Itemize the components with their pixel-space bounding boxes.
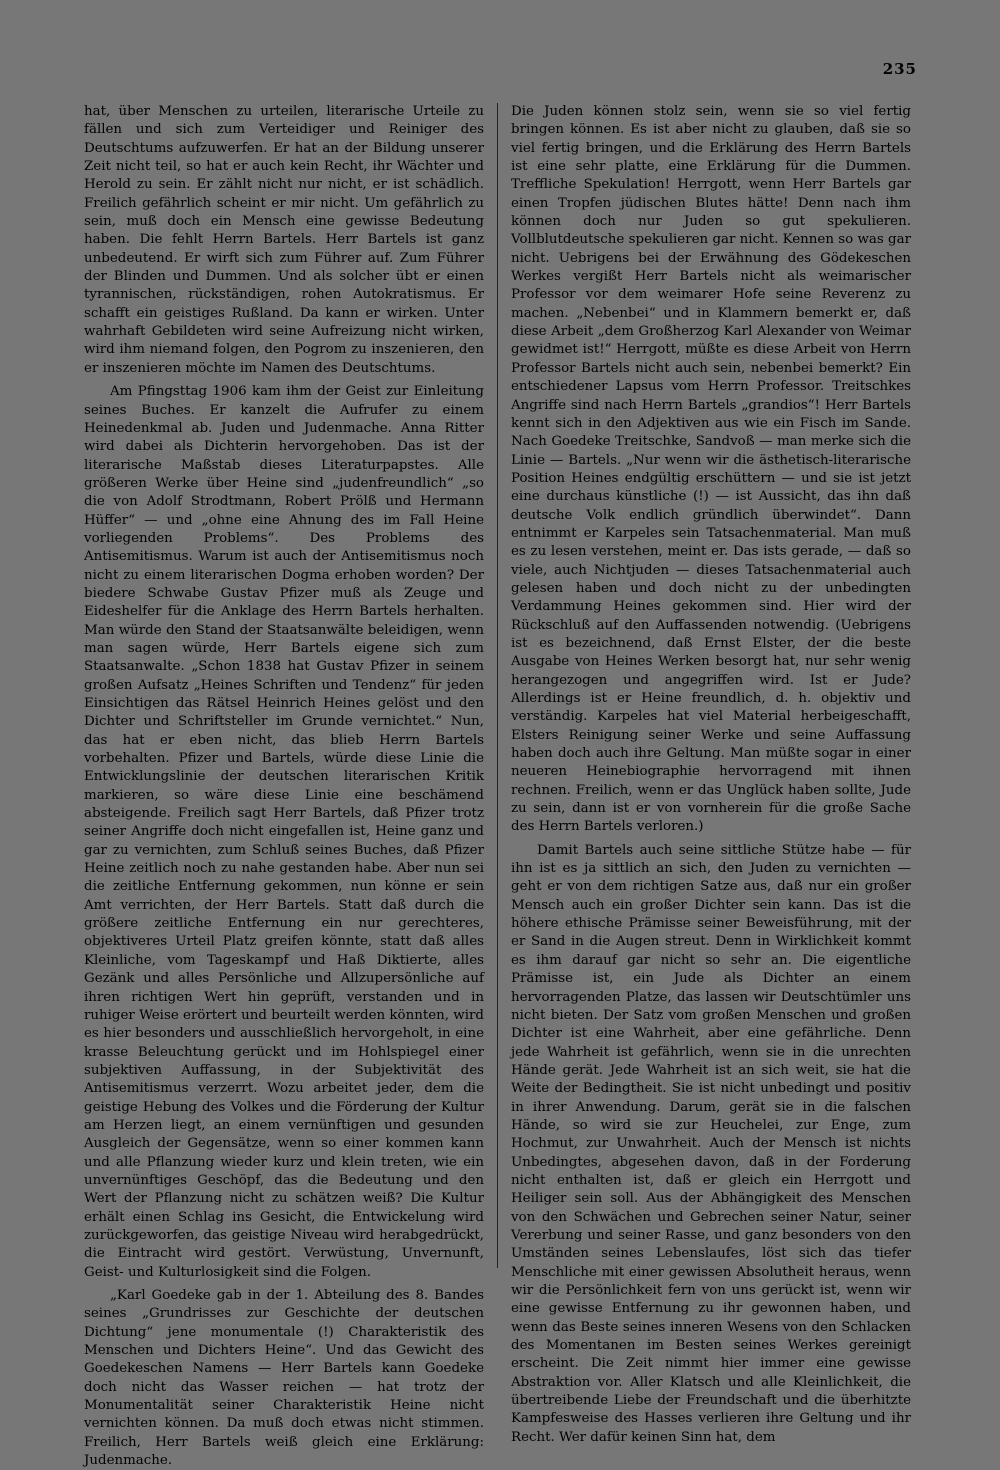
paragraph: hat, über Menschen zu urteilen, literarische Urteile zu fällen und sich zum Verteidiger und Reiniger des Deutschtums aufzuwerfen. Er hat an der Bildung unserer Zeit nicht teil, so hat er auch kein Recht, ihr Wächter und Herold zu sein. Er zählt nicht nur nicht, er ist schädlich. Freilich gefährlich scheint er mir nicht. Um gefährlich zu sein, muß doch ein Mensch eine gewisse Bedeutung haben. Die fehlt Herrn Bartels. Herr Bartels ist ganz unbedeutend. Er wirft sich zum Führer auf. Zum Führer der Blinden und Dummen. Und als solcher übt er einen tyrannischen, rückständigen, rohen Autokratismus. Er schafft ein geistiges Rußland. Da kann er wirken. Unter wahrhaft Gebildeten wird seine Aufreizung nicht wirken, wird ihm niemand folgen, den Pogrom zu inszenieren, den er inszenieren möchte im Namen des Deutschtums. (84, 104, 484, 376)
paragraph: Damit Bartels auch seine sittliche Stütze habe — für ihn ist es ja sittlich an sich, den Juden zu vernichten — geht er von dem richtigen Satze aus, daß nur ein großer Mensch auch ein großer Dichter sein kann. Das ist die höhere ethische Prämisse seiner Beweisführung, mit der er Sand in die Augen streut. Denn in Wirklichkeit kommt es ihm darauf gar nicht so sehr an. Die eigentliche Prämisse ist, ein Jude als Dichter an einem hervorragenden Platze, das lassen wir Deutschtümler uns nicht bieten. Der Satz vom großen Menschen und großen Dichter ist eine Wahrheit, aber eine gefährliche. Denn jede Wahrheit ist gefährlich, wenn sie in die unrechten Hände gerät. Jede Wahrheit ist an sich weit, sie hat die Weite der Bedingtheit. Sie ist nicht unbedingt und positiv in ihrer Anwendung. Darum, gerät sie in die falschen Hände, so wird sie zur Heuchelei, zur Enge, zum Hochmut, zur Unwahrheit. Auch der Mensch ist nichts Unbedingtes, abgesehen davon, daß in der Forderung nicht enthalten ist, daß er gleich ein Herrgott und Heiliger sein soll. Aus der Abhängigkeit des Menschen von den Schwächen und Gebrechen seiner Natur, seiner Vererbung und seiner Rasse, und ganz besonders von den Umständen seines Lebenslaufes, löst sich das tiefer Menschliche mit einer gewissen Absolutheit heraus, wenn wir die Persönlichkeit fern von uns gerückt ist, wenn wir eine gewisse Entfernung zu ihr gewonnen haben, und wenn das Beste seines inneren Wesens von den Schlacken des Momentanen im Besten seines Werkes gereinigt erscheint. Die Zeit nimmt hier immer eine gewisse Abstraktion vor. Aller Klatsch und alle Kleinlichkeit, die übertreibende Liebe der Freundschaft und die überhitzte Kampfesweise des Hasses verlieren ihre Geltung und ihr Recht. Wer dafür keinen Sinn hat, dem (511, 842, 911, 1445)
column-divider (497, 103, 498, 1268)
left-column (84, 103, 484, 1470)
page-number: 235 (882, 60, 917, 78)
right-column (511, 103, 911, 1447)
paragraph: Die Juden können stolz sein, wenn sie so viel fertig bringen können. Es ist aber nicht zu glauben, daß sie so viel fertig bringen, und die Erklärung des Herrn Bartels ist eine sehr platte, eine Erklärung für die Dummen. Treffliche Spekulation! Herrgott, wenn Herr Bartels gar einen Tropfen jüdischen Blutes hätte! Denn nach ihm können doch nur Juden so gut spekulieren. Vollblutdeutsche spekulieren gar nicht. Kennen so was gar nicht. Uebrigens bei der Erwähnung des Gödekeschen Werkes vergißt Herr Bartels nicht als weimarischer Professor vor dem weimarer Hofe seine Reverenz zu machen. „Nebenbei“ und in Klammern bemerkt er, daß diese Arbeit „dem Großherzog Karl Alexander von Weimar gewidmet ist!“ Herrgott, müßte es diese Arbeit von Herrn Professor Bartels nicht auch sein, nebenbei bemerkt? Ein entschiedener Lapsus vom Herrn Professor. Treitschkes Angriffe sind nach Herrn Bartels „grandios“! Herr Bartels kennt sich in den Adjektiven aus wie ein Fisch im Sande. Nach Goedeke Treitschke, Sandvoß — man merke sich die Linie — Bartels. „Nur wenn wir die ästhetisch-literarische Position Heines endgültig erschüttern — und sie ist jetzt eine durchaus künstliche (!) — ist Aussicht, das ihn daß deutsche Volk endlich gründlich überwindet“. Dann entnimmt er Karpeles sein Tatsachenmaterial. Man muß es zu lesen verstehen, meint er. Das ists gerade, — daß so viele, auch Nichtjuden — dieses Tatsachenmaterial auch gelesen haben und doch nicht zu der unbedingten Verdammung Heines gekommen sind. Hier wird der Rückschluß auf den Auffassenden notwendig. (Uebrigens ist es bezeichnend, daß Ernst Elster, der die beste Ausgabe von Heines Werken besorgt hat, nur sehr wenig herangezogen und angegriffen wird. Ist er Jude? Allerdings ist er Heine freundlich, d. h. objektiv und verständig. Karpeles hat viel Material herbeigeschafft, Elsters Reinigung seiner Werke und seine Auffassung haben doch auch ihre Geltung. Man müßte sogar in einer neueren Heinebiographie hervorragend mit ihnen rechnen. Freilich, wenn er das Unglück haben sollte, Jude zu sein, dann ist er von vornherein für die große Sache des Herrn Bartels verloren.) (511, 104, 911, 835)
paragraph: „Karl Goedeke gab in der 1. Abteilung des 8. Bandes seines „Grundrisses zur Geschichte der deutschen Dichtung“ jene monumentale (!) Charakteristik des Menschen und Dichters Heine“. Und das Gewicht des Goedekeschen Namens — Herr Bartels kann Goedeke doch nicht das Wasser reichen — hat trotz der Monumentalität seiner Charakteristik Heine nicht vernichten können. Da muß doch etwas nicht stimmen. Freilich, Herr Bartels weiß gleich eine Erklärung: Judenmache. (84, 1288, 484, 1469)
paragraph: Am Pfingsttag 1906 kam ihm der Geist zur Einleitung seines Buches. Er kanzelt die Aufrufer zu einem Heinedenkmal ab. Juden und Judenmache. Anna Ritter wird dabei als Dichterin hervorgehoben. Das ist der literarische Maßstab dieses Literaturpapstes. Alle größeren Werke über Heine sind „judenfreundlich“ „so die von Adolf Strodtmann, Robert Prölß und Hermann Hüffer“ — und „ohne eine Ahnung des im Fall Heine vorliegenden Problems“. Des Problems des Antisemitismus. Warum ist auch der Antisemitismus noch nicht zu einem literarischen Dogma erhoben worden? Der biedere Schwabe Gustav Pfizer muß als Zeuge und Eideshelfer für die Anklage des Herrn Bartels herhalten. Man würde den Stand der Staatsanwälte beleidigen, wenn man sagen würde, Herr Bartels eigene sich zum Staatsanwalte. „Schon 1838 hat Gustav Pfizer in seinem großen Aufsatz „Heines Schriften und Tendenz“ für jeden Einsichtigen das Rätsel Heinrich Heines gelöst und den Dichter und Schriftsteller im Grunde vernichtet.“ Nun, das hat er eben nicht, das blieb Herrn Bartels vorbehalten. Pfizer und Bartels, würde diese Linie die Entwicklungslinie der deutschen literarischen Kritik markieren, so wäre diese Linie eine beschämend absteigende. Freilich sagt Herr Bartels, daß Pfizer trotz seiner Angriffe doch nicht eingefallen ist, Heine ganz und gar zu vernichten, zum Schluß seines Buches, daß Pfizer Heine zeitlich noch zu nahe gestanden habe. Aber nun sei die zeitliche Entfernung gekommen, nun könne er sein Amt verrichten, der Herr Bartels. Statt daß durch die größere zeitliche Entfernung ein nur gerechteres, objektiveres Urteil Platz greifen könnte, statt daß alles Kleinliche, vom Tageskampf und Haß Diktierte, alles Gezänk und alles Persönliche und Allzupersönliche auf ihren richtigen Wert hin geprüft, verstanden und in ruhiger Weise erörtert und beurteilt werden könnten, wird es hier besonders und ausschließlich hervorgeholt, in eine krasse Beleuchtung gerückt und im Hohlspiegel einer subjektiven Auffassung, in der Subjektivität des Antisemitismus verzerrt. Wozu arbeitet jeder, dem die geistige Hebung des Volkes und die Förderung der Kultur am Herzen liegt, an einem vernünftigen und gesunden Ausgleich der Gegensätze, wenn so einer kommen kann und alle Pflanzung wieder kurz und klein treten, wie ein unvernünftiges Geschöpf, das die Bedeutung und den Wert der Pflanzung nicht zu schätzen weiß? Die Kultur erhält einen Schlag ins Gesicht, die Entwickelung wird zurückgeworfen, das geistige Niveau wird herabgedrückt, die Eintracht wird gestört. Verwüstung, Unvernunft, Geist- und Kulturlosigkeit sind die Folgen. (84, 384, 485, 1280)
